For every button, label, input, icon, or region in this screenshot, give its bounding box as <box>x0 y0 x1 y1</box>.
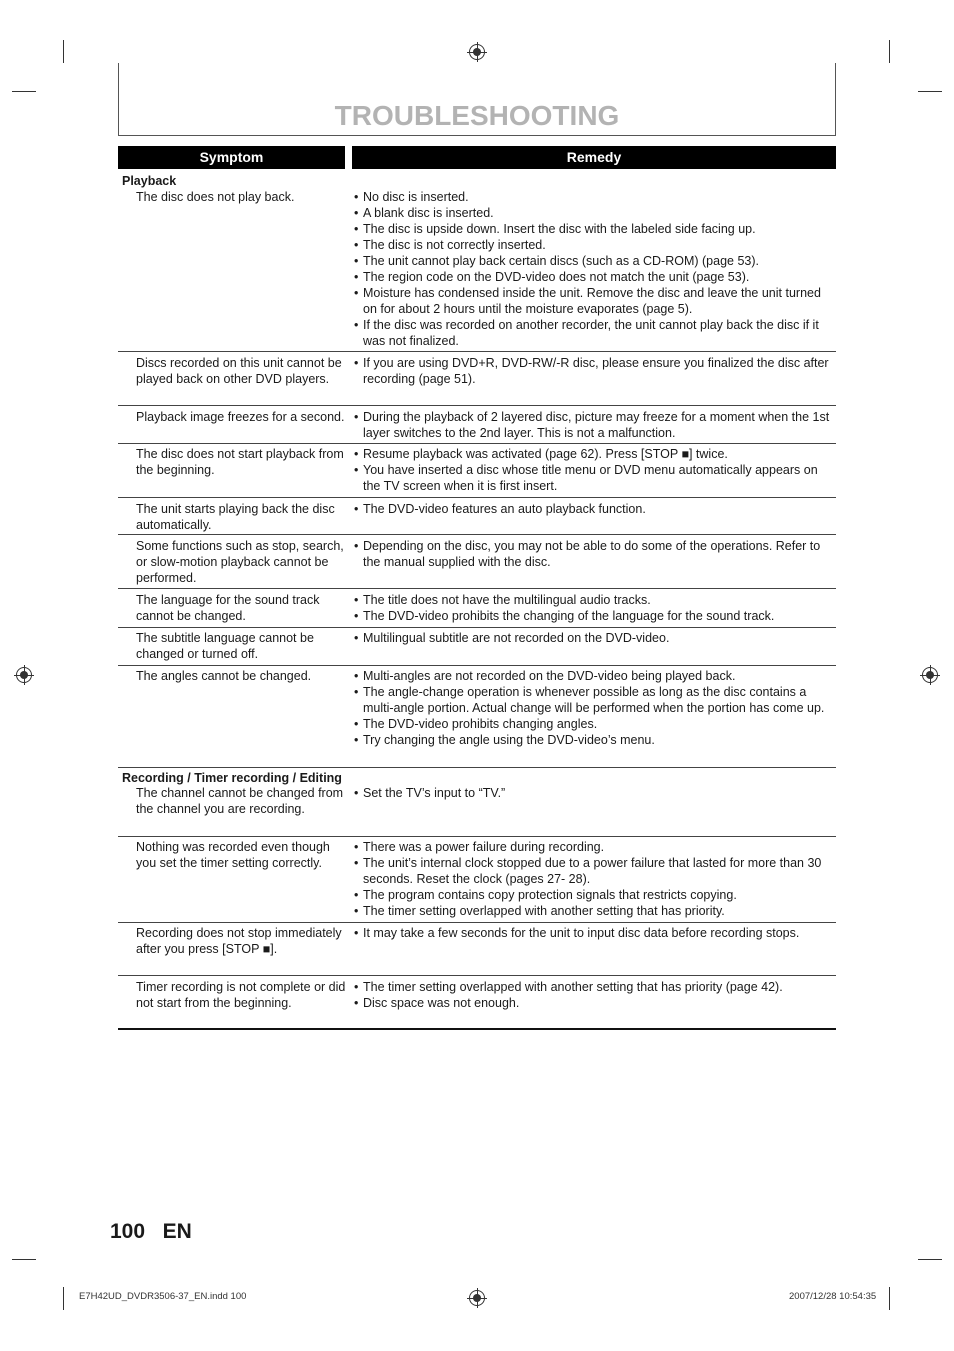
symptom-text: The angles cannot be changed. <box>136 669 312 683</box>
remedy-item: • The DVD-video prohibits changing angles. <box>354 716 834 732</box>
page-title: TROUBLESHOOTING <box>334 100 620 131</box>
remedy-list <box>354 668 834 748</box>
row-divider <box>118 497 836 498</box>
remedy-item: • Try changing the angle using the DVD-video’s menu. <box>354 732 834 748</box>
remedy-list <box>354 501 834 517</box>
crop-mark <box>889 1287 890 1310</box>
remedy-list <box>354 592 834 624</box>
remedy-item: • No disc is inserted. <box>354 189 834 205</box>
row-divider <box>118 534 836 535</box>
footer-file: E7H42UD_DVDR3506-37_EN.indd 100 <box>79 1291 247 1302</box>
remedy-item: • The DVD-video features an auto playback function. <box>354 501 834 517</box>
remedy-item: • The region code on the DVD-video does not match the unit (page 53). <box>354 269 834 285</box>
row-divider <box>118 351 836 352</box>
table-bottom-rule <box>118 1028 836 1030</box>
page-number-value: 100 <box>110 1220 146 1243</box>
remedy-list <box>354 785 834 801</box>
remedy-header: Remedy <box>352 146 836 169</box>
remedy-item: • Multilingual subtitle are not recorded on the DVD-video. <box>354 630 834 646</box>
remedy-item: • The disc is not correctly inserted. <box>354 237 834 253</box>
section-title: Recording / Timer recording / Editing <box>122 771 342 785</box>
remedy-item: • If the disc was recorded on another recorder, the unit cannot play back the disc if it was not finalized. <box>354 317 834 349</box>
crop-mark <box>889 40 890 63</box>
crop-mark <box>918 1259 942 1260</box>
row-divider <box>118 767 836 768</box>
symptom-text: The language for the sound track cannot be changed. <box>136 593 320 623</box>
crop-mark <box>63 40 64 63</box>
remedy-item: • The program contains copy protection signals that restricts copying. <box>354 887 834 903</box>
remedy-item: • A blank disc is inserted. <box>354 205 834 221</box>
registration-mark-icon <box>922 667 938 683</box>
remedy-list <box>354 839 834 919</box>
remedy-list <box>354 925 834 941</box>
remedy-item: • The timer setting overlapped with another setting that has priority (page 42). <box>354 979 834 995</box>
remedy-item: • Multi-angles are not recorded on the DVD-video being played back. <box>354 668 834 684</box>
row-divider <box>118 443 836 444</box>
symptom-text: Timer recording is not complete or did not start from the beginning. <box>136 980 346 1010</box>
footer-datetime: 2007/12/28 10:54:35 <box>789 1291 877 1302</box>
language-code: EN <box>162 1220 192 1243</box>
remedy-item: • Depending on the disc, you may not be able to do some of the operations. Refer to the manual supplied with the disc. <box>354 538 834 570</box>
section-title: Playback <box>122 174 177 188</box>
symptom-text: Recording does not stop immediately after you press [STOP ■]. <box>136 926 342 956</box>
registration-mark-icon <box>469 44 485 60</box>
row-divider <box>118 922 836 923</box>
remedy-item: • If you are using DVD+R, DVD-RW/-R disc, please ensure you finalized the disc after recording (page 51). <box>354 355 834 387</box>
symptom-text: The disc does not play back. <box>136 190 295 204</box>
symptom-text: The disc does not start playback from the beginning. <box>136 447 344 477</box>
row-divider <box>118 836 836 837</box>
crop-mark <box>12 1259 36 1260</box>
symptom-text: The subtitle language cannot be changed or turned off. <box>136 631 314 661</box>
remedy-item: • It may take a few seconds for the unit to input disc data before recording stops. <box>354 925 834 941</box>
row-divider <box>118 588 836 589</box>
symptom-text: Nothing was recorded even though you set the timer setting correctly. <box>136 840 330 870</box>
remedy-list <box>354 355 834 387</box>
remedy-item: • The disc is upside down. Insert the disc with the labeled side facing up. <box>354 221 834 237</box>
crop-mark <box>63 1287 64 1310</box>
remedy-item: • Resume playback was activated (page 62). Press [STOP ■] twice. <box>354 446 834 462</box>
remedy-list <box>354 630 834 646</box>
remedy-item: • The DVD-video prohibits the changing of the language for the sound track. <box>354 608 834 624</box>
symptom-text: The channel cannot be changed from the channel you are recording. <box>136 786 344 816</box>
crop-mark <box>918 91 942 92</box>
crop-mark <box>12 91 36 92</box>
symptom-header: Symptom <box>118 146 345 169</box>
remedy-item: • The title does not have the multilingual audio tracks. <box>354 592 834 608</box>
remedy-item: • During the playback of 2 layered disc, picture may freeze for a moment when the 1st layer switches to the 2nd layer. This is not a malfunction. <box>354 409 834 441</box>
remedy-item: • Moisture has condensed inside the unit. Remove the disc and leave the unit turned on for about 2 hours until the moisture evaporates (page 5). <box>354 285 834 317</box>
symptom-text: Discs recorded on this unit cannot be played back on other DVD players. <box>136 356 342 386</box>
symptom-text: The unit starts playing back the disc automatically. <box>136 502 335 532</box>
symptom-text: Some functions such as stop, search, or slow-motion playback cannot be performed. <box>136 539 344 585</box>
row-divider <box>118 975 836 976</box>
registration-mark-icon <box>469 1290 485 1306</box>
remedy-item: • The angle-change operation is whenever possible as long as the disc contains a multi-angle portion. Actual change will be performed when the portion has come up. <box>354 684 834 716</box>
remedy-item: • There was a power failure during recording. <box>354 839 834 855</box>
remedy-list <box>354 446 834 494</box>
remedy-item: • You have inserted a disc whose title menu or DVD menu automatically appears on the TV screen when it is first insert. <box>354 462 834 494</box>
registration-mark-icon <box>16 667 32 683</box>
row-divider <box>118 405 836 406</box>
remedy-item: • Set the TV’s input to “TV.” <box>354 785 834 801</box>
row-divider <box>118 627 836 628</box>
row-divider <box>118 665 836 666</box>
remedy-list <box>354 538 834 570</box>
remedy-list <box>354 189 834 349</box>
remedy-list <box>354 409 834 441</box>
remedy-item: • The unit cannot play back certain discs (such as a CD-ROM) (page 53). <box>354 253 834 269</box>
page-number <box>110 1220 192 1244</box>
symptom-text: Playback image freezes for a second. <box>136 410 345 424</box>
remedy-list <box>354 979 834 1011</box>
remedy-item: • The timer setting overlapped with another setting that has priority. <box>354 903 834 919</box>
remedy-item: • Disc space was not enough. <box>354 995 834 1011</box>
remedy-item: • The unit’s internal clock stopped due to a power failure that lasted for more than 30 seconds. Reset the clock (pages 27- 28). <box>354 855 834 887</box>
